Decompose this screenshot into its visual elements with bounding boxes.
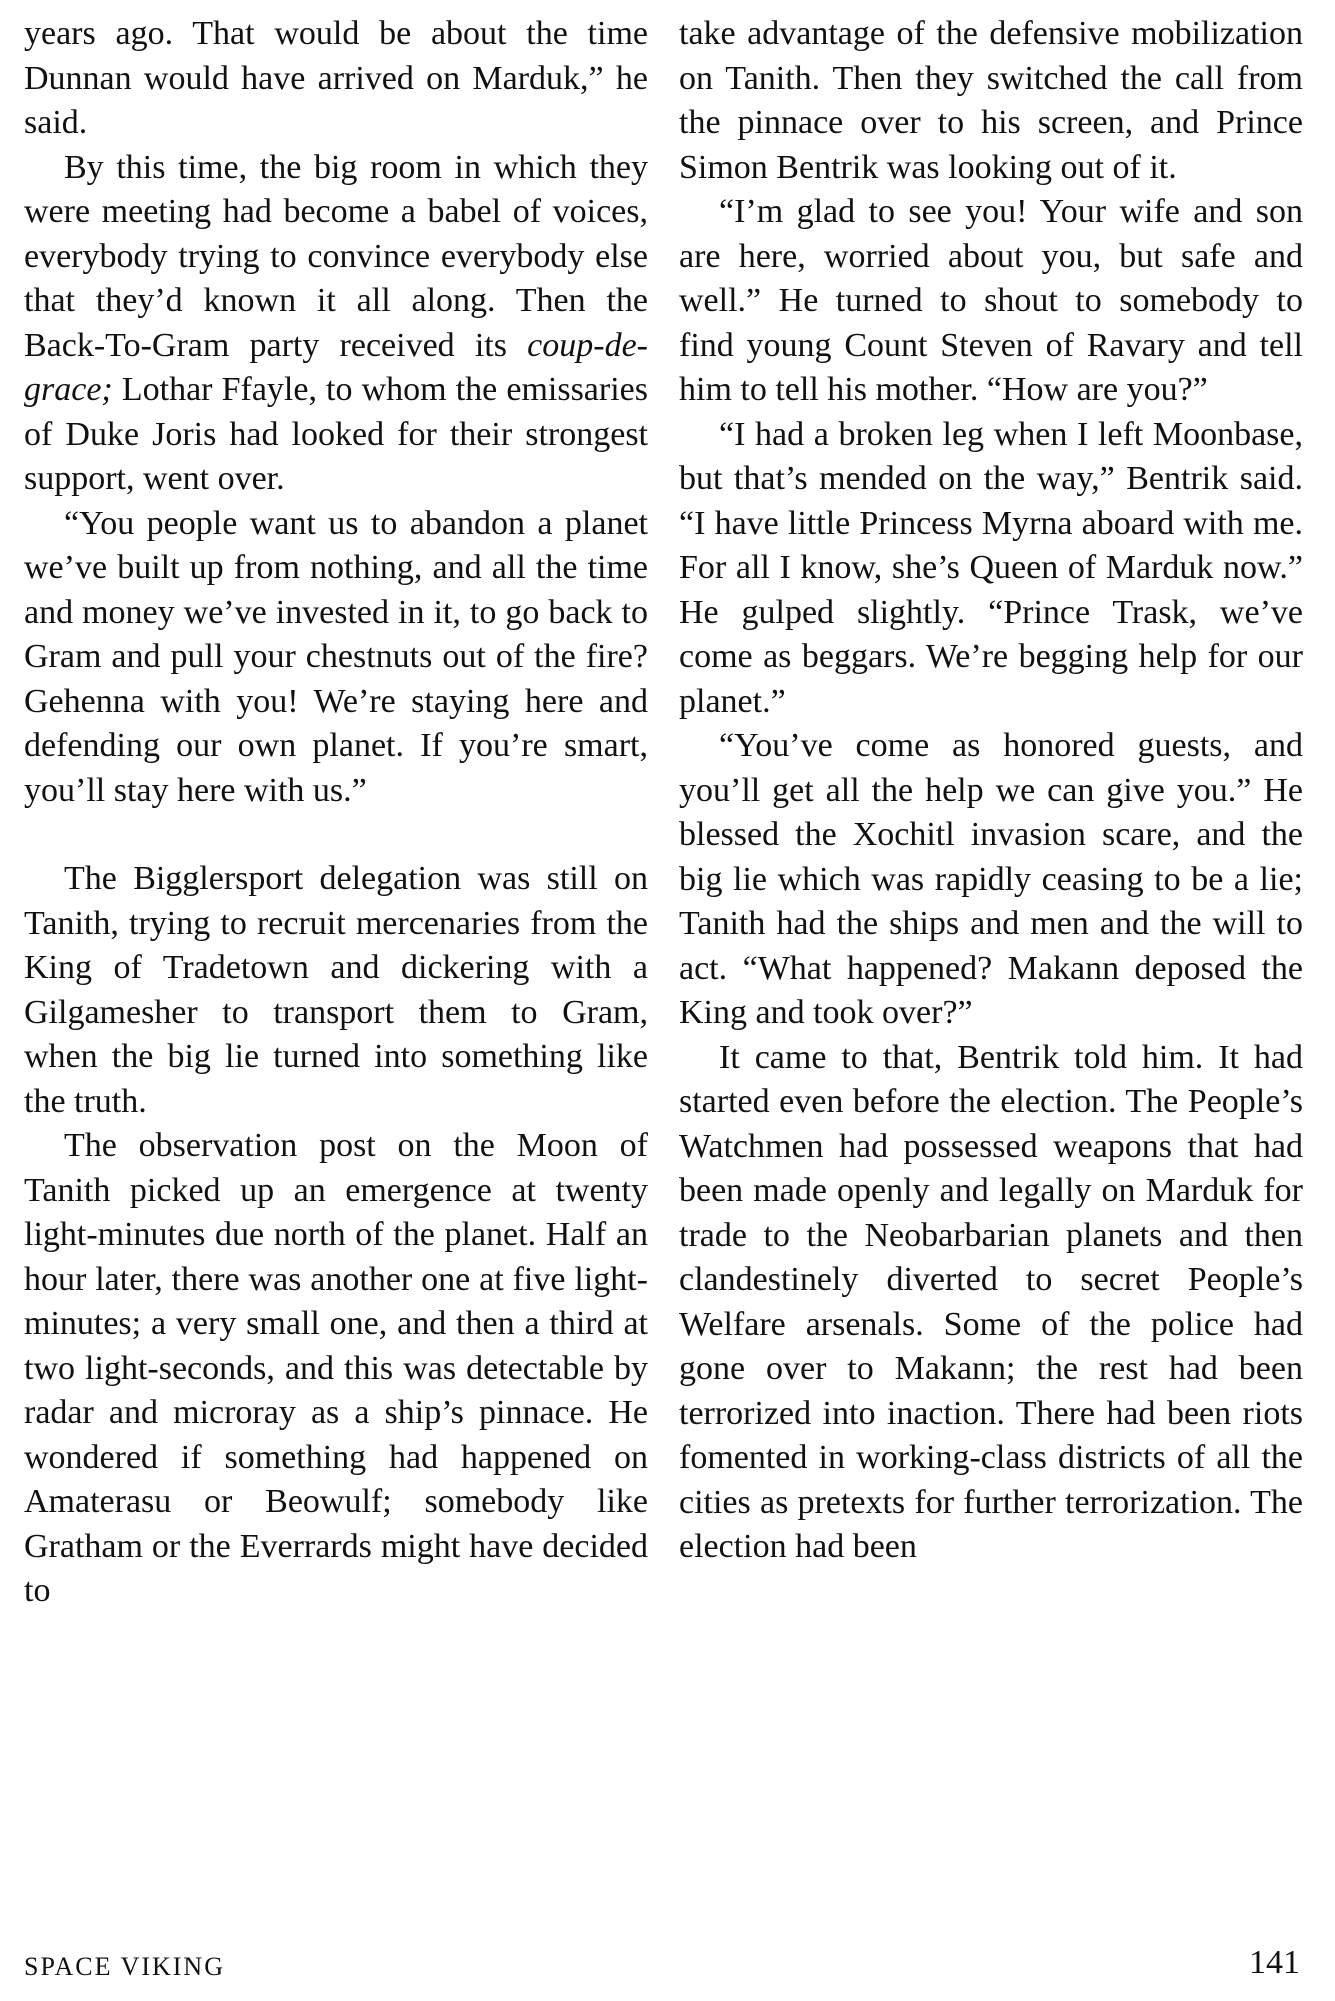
italic-phrase: coup-de-grace; (24, 326, 648, 408)
paragraph-broken-leg: “I had a broken leg when I left Moonbase, but that’s mended on the way,” Bentrik said. “I have little Princess Myrna aboard with me. For all I know, she’s Queen of Marduk now.” He gulped slightly. “Prince Trask, we’ve come as beggars. We’re begging help for our planet.” (679, 415, 1303, 720)
running-title: SPACE VIKING (24, 1952, 225, 1981)
paragraph-honored-guests: “You’ve come as honored guests, and you’ll get all the help we can give you.” He blessed the Xochitl invasion scare, and the big lie which was rapidly ceasing to be a lie; Tanith had the ships and men and the will to act. “What happened? Makann deposed the King and took over?” (679, 727, 1303, 1031)
paragraph-ffayle-quote: “You people want us to abandon a planet we’ve built up from nothing, and all the time and money we’ve invested in it, to go back to Gram and pull your chestnuts out of the fire? Gehenna with you! We’re staying here and defending our own planet. If you’re smart, you’ll stay here with us.” (24, 504, 648, 809)
paragraph-text: Lothar Ffayle, to whom the emissaries of Duke Joris had looked for their strongest support, went over. (24, 371, 648, 497)
paragraph-observation-post: The observation post on the Moon of Tanith picked up an emergence at twenty light-minutes due north of the planet. Half an hour later, there was another one at five light-minutes; a very small one, and then a third at two light-seconds, and this was detectable by radar and microray as a ship’s pinnace. He wondered if something had happened on Amaterasu or Beowulf; somebody like Gratham or the Everrards might have decided to (24, 1127, 648, 1609)
right-column (679, 12, 1303, 1570)
paragraph-text: By this time, the big room in which they were meeting had become a babel of voices, everybody trying to convince everybody else that they’d known it all along. Then the Back-To-Gram party received its (24, 148, 648, 364)
paragraph-bentrik-told-him: It came to that, Bentrik told him. It had started even before the election. The People’s Watchmen had possessed weapons that had been made openly and legally on Marduk for trade to the Neobarbarian planets and then clandestinely diverted to secret People’s Welfare arsenals. Some of the police had gone over to Makann; the rest had been terrorized into inaction. There had been riots fomented in working-class districts of all the cities as pretexts for further terrorization. The election had been (679, 1038, 1303, 1565)
paragraph-bigglersport: The Bigglersport delegation was still on Tanith, trying to recruit mercenaries from the King of Tradetown and dickering with a Gilgamesher to transport them to Gram, when the big lie turned into something like the truth. (24, 860, 648, 1120)
paragraph-babel-of-voices (24, 146, 648, 502)
paragraph-continuation: years ago. That would be about the time Dunnan would have arrived on Marduk,” he said. (24, 15, 648, 141)
paragraph-continuation: take advantage of the defensive mobilization on Tanith. Then they switched the call from the pinnace over to his screen, and Prince Simon Bentrik was looking out of it. (679, 15, 1303, 186)
left-column (24, 12, 648, 1614)
paragraph-glad-to-see-you: “I’m glad to see you! Your wife and son are here, worried about you, but safe and well.” He turned to shout to somebody to find young Count Steven of Ravary and tell him to tell his mother. “How are you?” (679, 193, 1303, 408)
page-footer (24, 1944, 1300, 1988)
page-number: 141 (1249, 1944, 1300, 1981)
